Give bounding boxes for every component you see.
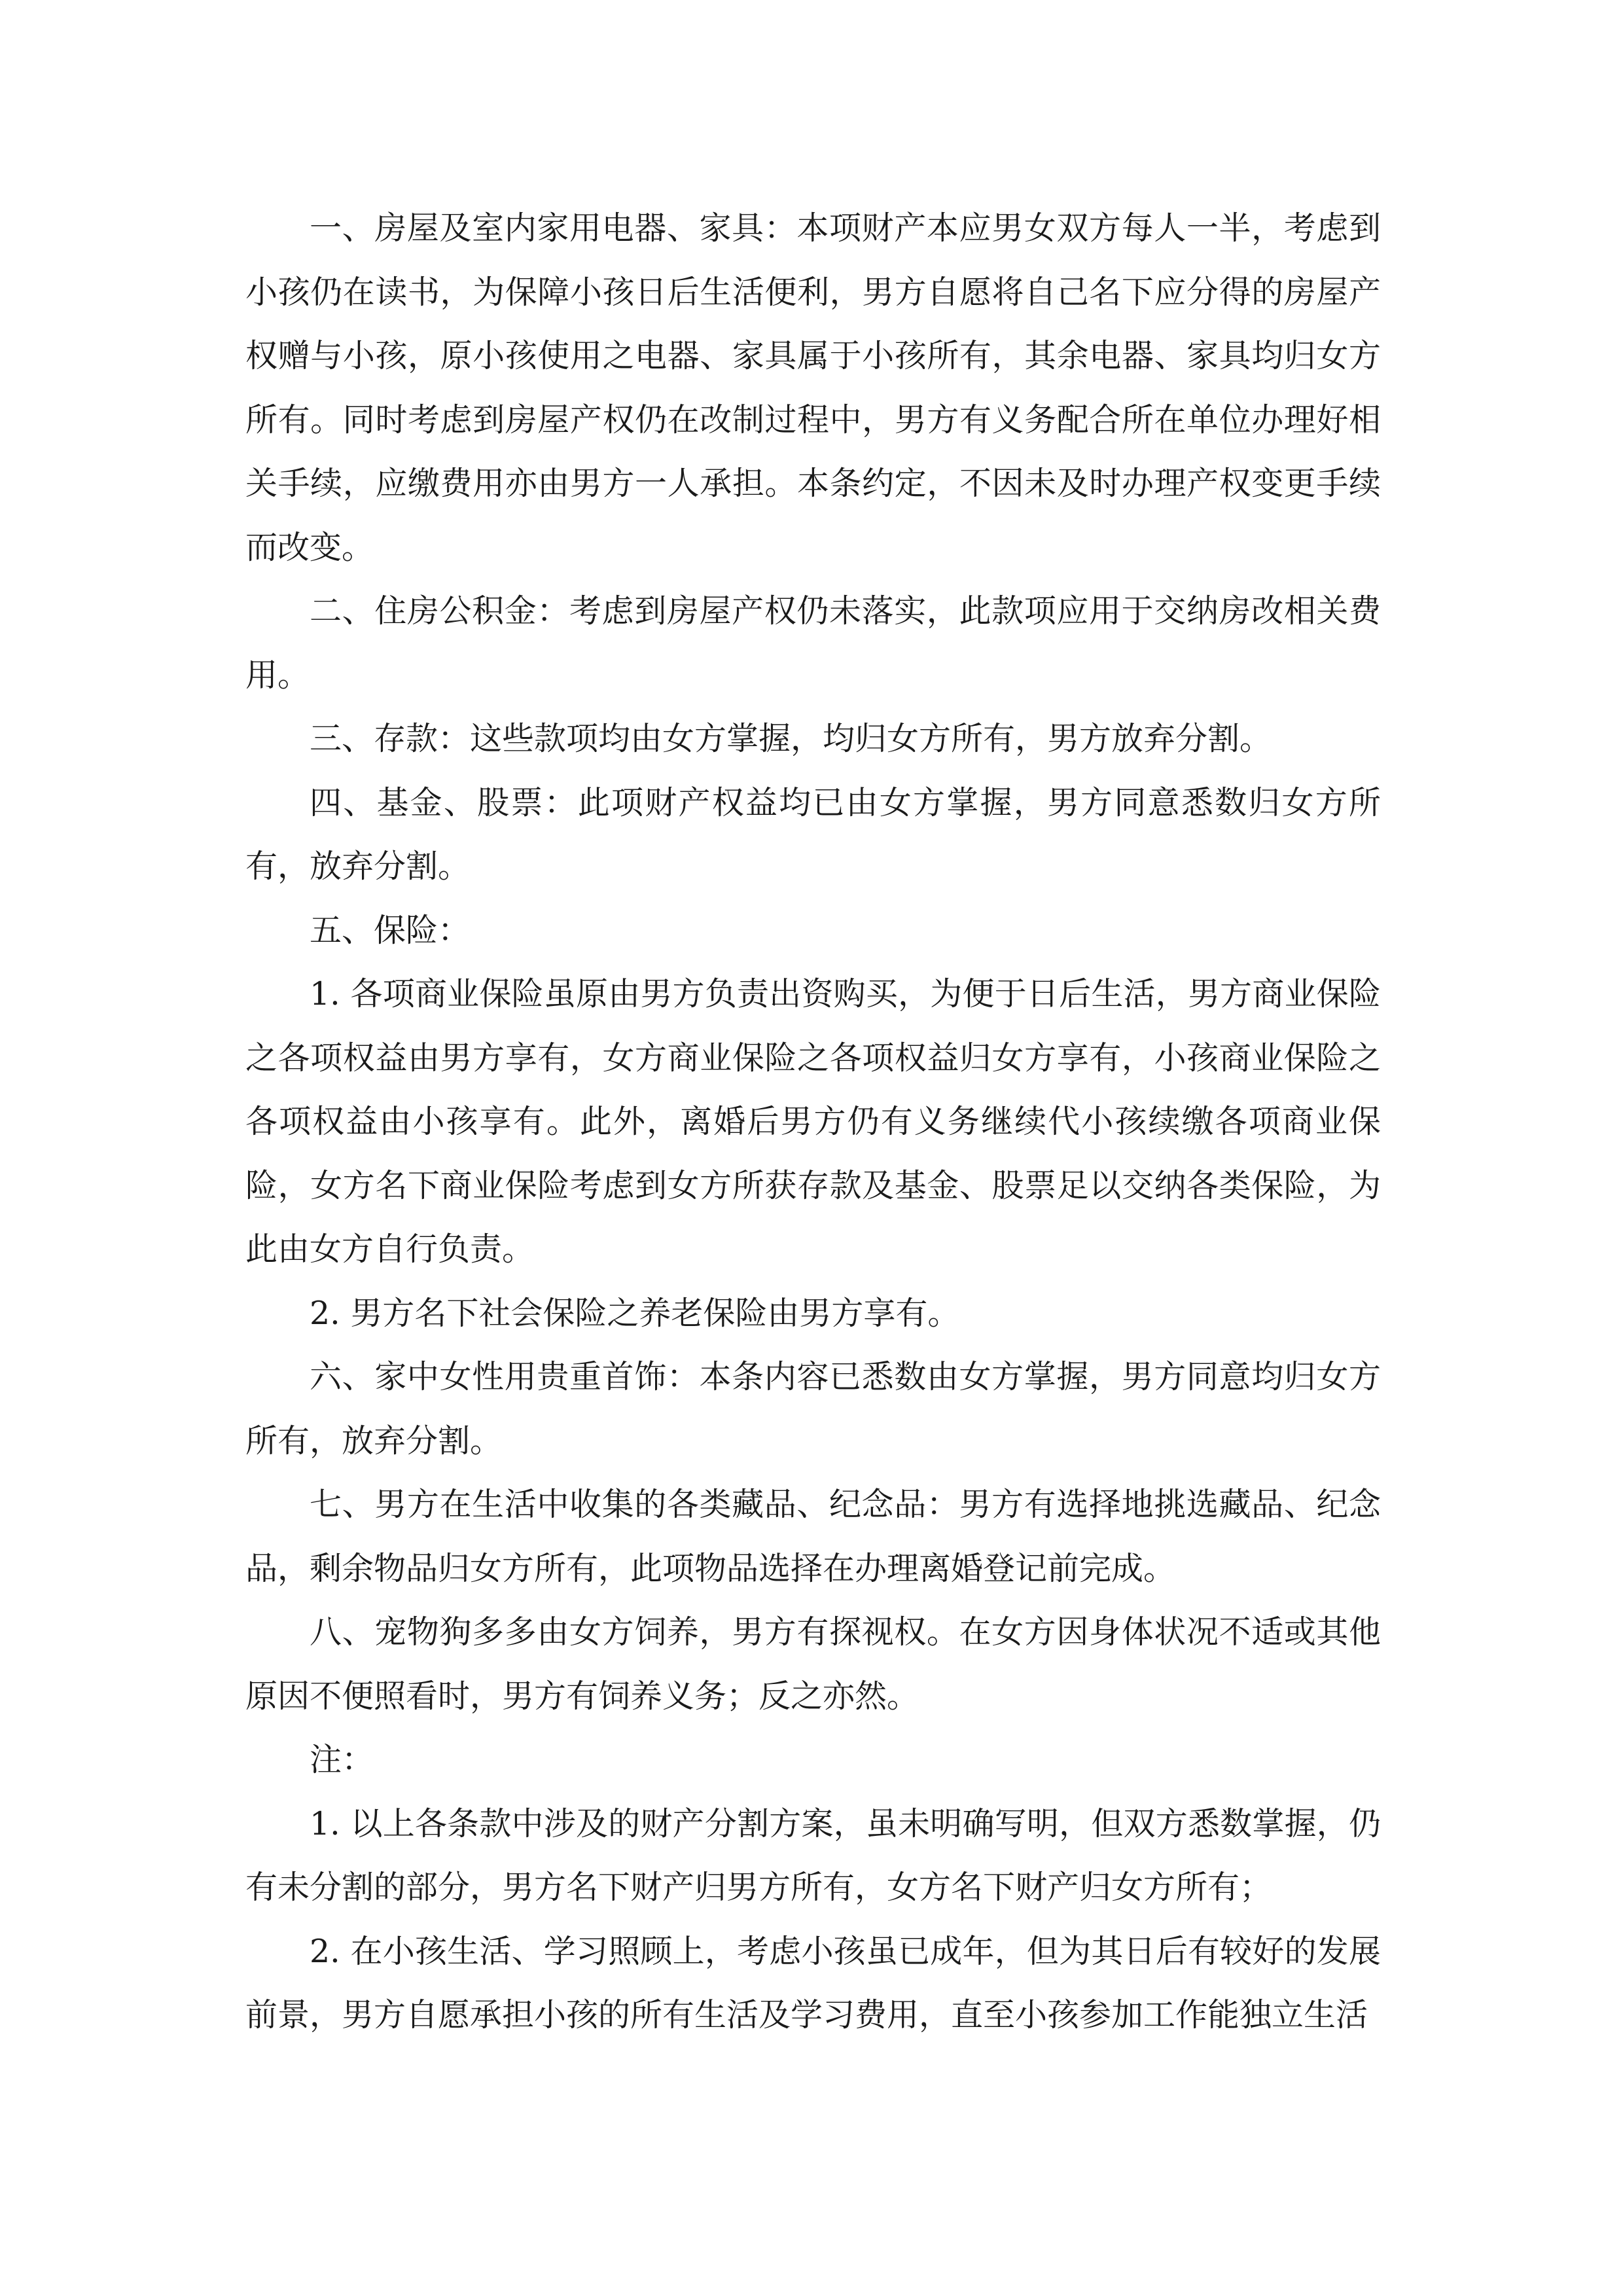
notes-heading: 注： (310, 1741, 374, 1778)
note-1-property-division: 1. 以上各条款中涉及的财产分割方案，虽未明确写明，但双方悉数掌握，仍有未分割的部分，男方名下财产归男方所有，女方名下财产归女方所有； (245, 1804, 1381, 1906)
note-2-child-support: 2. 在小孩生活、学习照顾上，考虑小孩虽已成年，但为其日后有较好的发展前景，男方自愿承担小孩的所有生活及学习费用，直至小孩参加工作能独立生活 (245, 1932, 1381, 2034)
clause-5-item-1-commercial-insurance: 1. 各项商业保险虽原由男方负责出资购买，为便于日后生活，男方商业保险之各项权益由男方享有，女方商业保险之各项权益归女方享有，小孩商业保险之各项权益由小孩享有。此外，离婚后男方仍有义务继续代小孩续缴各项商业保险，女方名下商业保险考虑到女方所获存款及基金、股票足以交纳各类保险，为此由女方自行负责。 (245, 975, 1381, 1268)
clause-3-deposits: 三、存款：这些款项均由女方掌握，均归女方所有，男方放弃分割。 (310, 720, 1272, 757)
document-body (245, 196, 1381, 2047)
clause-8-pet-dog: 八、宠物狗多多由女方饲养，男方有探视权。在女方因身体状况不适或其他原因不便照看时，男方有饲养义务；反之亦然。 (245, 1613, 1381, 1715)
clause-5-item-2-social-insurance: 2. 男方名下社会保险之养老保险由男方享有。 (310, 1294, 960, 1332)
clause-7-collectibles: 七、男方在生活中收集的各类藏品、纪念品：男方有选择地挑选藏品、纪念品，剩余物品归女方所有，此项物品选择在办理离婚登记前完成。 (245, 1486, 1381, 1587)
clause-5-insurance-heading: 五、保险： (310, 911, 471, 949)
clause-6-jewelry: 六、家中女性用贵重首饰：本条内容已悉数由女方掌握，男方同意均归女方所有，放弃分割。 (245, 1358, 1381, 1460)
clause-2-housing-fund: 二、住房公积金：考虑到房屋产权仍未落实，此款项应用于交纳房改相关费用。 (245, 592, 1381, 694)
clause-4-funds-stocks: 四、基金、股票：此项财产权益均已由女方掌握，男方同意悉数归女方所有，放弃分割。 (245, 783, 1381, 885)
clause-1-house-appliances-furniture: 一、房屋及室内家用电器、家具：本项财产本应男女双方每人一半，考虑到小孩仍在读书，为保障小孩日后生活便利，男方自愿将自己名下应分得的房屋产权赠与小孩，原小孩使用之电器、家具属于小孩所有，其余电器、家具均归女方所有。同时考虑到房屋产权仍在改制过程中，男方有义务配合所在单位办理好相关手续，应缴费用亦由男方一人承担。本条约定，不因未及时办理产权变更手续而改变。 (245, 209, 1381, 566)
